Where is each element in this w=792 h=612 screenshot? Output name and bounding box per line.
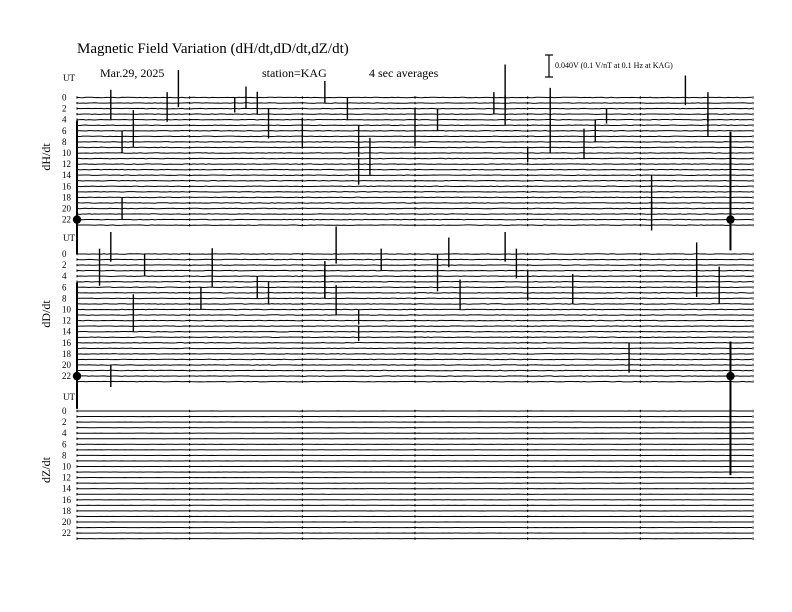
ut-axis-label: UT	[63, 392, 75, 402]
hour-tick-label: 4	[62, 428, 67, 439]
hour-tick-label: 20	[62, 517, 71, 527]
hour-tick-label: 2	[62, 260, 67, 271]
figure-title: Magnetic Field Variation (dH/dt,dD/dt,dZ/dt)	[77, 41, 349, 57]
station-label: station=KAG	[262, 66, 327, 80]
hour-tick-label: 6	[62, 125, 67, 136]
hour-tick-label: 2	[62, 417, 67, 428]
hour-tick-label: 4	[62, 114, 67, 125]
date-label: Mar.29, 2025	[100, 66, 165, 80]
hour-tick-label: 6	[62, 439, 67, 450]
panel-dd-dt	[39, 233, 753, 383]
ut-axis-label: UT	[63, 233, 75, 243]
hour-tick-label: 8	[62, 136, 67, 147]
hour-tick-label: 16	[62, 337, 71, 348]
panel-label: dZ/dt	[39, 457, 53, 483]
ut-axis-label: UT	[63, 73, 75, 83]
hour-tick-label: 22	[62, 214, 71, 225]
hour-tick-label: 18	[62, 505, 71, 516]
hour-tick-label: 16	[62, 181, 71, 192]
hour-tick-label: 14	[62, 326, 71, 337]
hour-tick-label: 10	[62, 148, 71, 158]
event-blob	[726, 215, 734, 223]
hour-tick-label: 12	[62, 472, 71, 483]
hour-tick-label: 22	[62, 371, 71, 382]
scale-bar-label: 0.040V (0.1 V/nT at 0.1 Hz at KAG)	[555, 61, 673, 70]
panel-label: dH/dt	[39, 143, 53, 171]
hour-tick-label: 6	[62, 282, 67, 293]
hour-tick-label: 12	[62, 159, 71, 170]
hour-tick-label: 8	[62, 450, 67, 461]
events-layer	[73, 65, 735, 476]
hour-tick-label: 10	[62, 304, 71, 315]
hour-tick-label: 0	[62, 92, 67, 103]
hour-tick-label: 0	[62, 249, 67, 259]
hour-tick-label: 18	[62, 192, 71, 203]
averaging-label: 4 sec averages	[369, 66, 439, 80]
event-blob	[726, 372, 734, 380]
panel-dz-dt	[39, 392, 753, 540]
hour-tick-label: 20	[62, 203, 71, 214]
hour-tick-label: 20	[62, 360, 71, 370]
hour-tick-label: 14	[62, 483, 71, 494]
scale-bar	[545, 55, 673, 77]
hour-tick-label: 18	[62, 348, 71, 359]
hour-tick-label: 16	[62, 494, 71, 505]
panel-dh-dt	[39, 73, 753, 226]
hour-tick-label: 10	[62, 461, 71, 472]
hour-tick-label: 2	[62, 103, 67, 114]
panels-layer	[39, 73, 753, 540]
hour-tick-label: 22	[62, 528, 71, 539]
hour-tick-label: 12	[62, 315, 71, 326]
hour-tick-label: 8	[62, 293, 67, 304]
panel-label: dD/dt	[39, 300, 53, 328]
hour-tick-label: 4	[62, 271, 67, 282]
hour-tick-label: 14	[62, 170, 71, 181]
hour-tick-label: 0	[62, 406, 67, 416]
